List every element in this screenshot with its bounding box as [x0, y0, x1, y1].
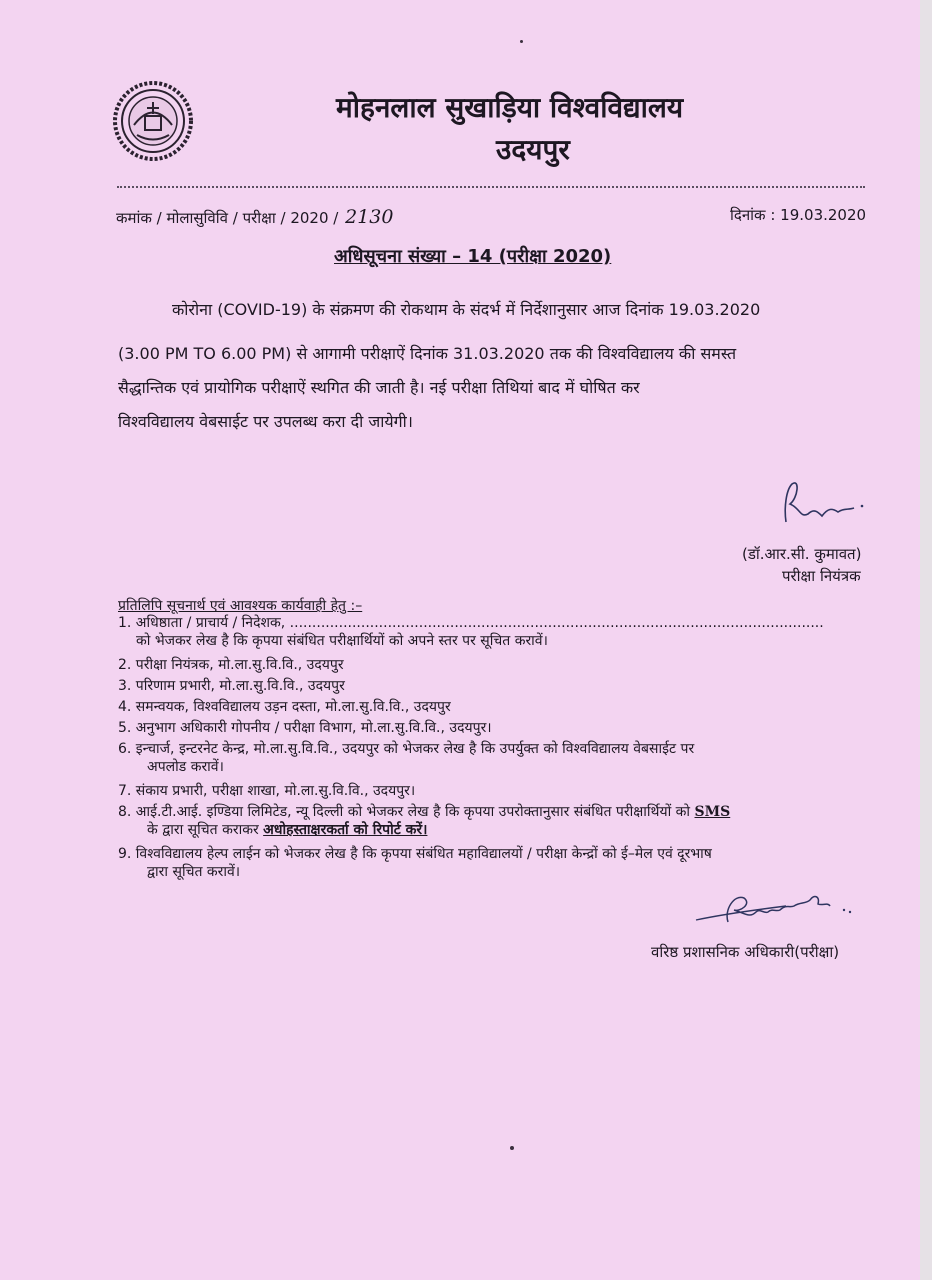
stray-mark: [510, 1146, 514, 1150]
copy-item-1-line1: 1. अधिष्ठाता / प्राचार्य / निदेशक, ........................................................................................................................: [118, 615, 824, 631]
university-seal-icon: [112, 80, 194, 162]
copy-item-8-line2-text: के द्वारा सूचित कराकर: [147, 822, 259, 838]
page-edge: [920, 0, 932, 1280]
copy-item-6-line2: अपलोड करावें।: [147, 759, 224, 775]
stray-mark: [520, 40, 523, 43]
reference-number-printed: कमांक / मोलासुविवि / परीक्षा / 2020 /: [116, 209, 339, 227]
copy-item-6: [118, 740, 694, 776]
reference-number: [116, 206, 393, 228]
body-line-4: विश्वविद्यालय वेबसाईट पर उपलब्ध करा दी जायेगी।: [118, 412, 413, 431]
university-city: उदयपुर: [496, 133, 570, 166]
admin-signature: [694, 884, 866, 934]
controller-signature: [778, 478, 868, 528]
copy-item-7: 7. संकाय प्रभारी, परीक्षा शाखा, मो.ला.सु.वि.वि., उदयपुर।: [118, 783, 416, 799]
report-emphasis: अधोहस्ताक्षरकर्ता को रिपोर्ट करें।: [263, 822, 428, 838]
copy-item-9-line2: द्वारा सूचित करावें।: [147, 864, 241, 880]
sms-emphasis: SMS: [694, 804, 731, 820]
copy-item-1-line2: को भेजकर लेख है कि कृपया संबंधित परीक्षार्थियों को अपने स्तर पर सूचित करावें।: [136, 633, 548, 649]
university-name: मोहनलाल सुखाड़िया विश्वविद्यालय: [336, 91, 684, 124]
copy-item-2: 2. परीक्षा नियंत्रक, मो.ला.सु.वि.वि., उदयपुर: [118, 657, 344, 673]
copy-item-8: [118, 803, 730, 839]
reference-number-handwritten: 2130: [345, 206, 394, 228]
copy-item-8-line2: [118, 821, 730, 839]
body-line-1: कोरोना (COVID-19) के संक्रमण की रोकथाम के संदर्भ में निर्देशानुसार आज दिनांक 19.03.2020: [172, 300, 761, 319]
copy-item-9-line1: 9. विश्वविद्यालय हेल्प लाईन को भेजकर लेख है कि कृपया संबंधित महाविद्यालयों / परीक्षा केन्द्रों को ई–मेल एवं दूरभाष: [118, 846, 712, 862]
copy-item-5: 5. अनुभाग अधिकारी गोपनीय / परीक्षा विभाग, मो.ला.सु.वि.वि., उदयपुर।: [118, 720, 492, 736]
signer-title: परीक्षा नियंत्रक: [782, 567, 861, 585]
notification-title: अधिसूचना संख्या – 14 (परीक्षा 2020): [334, 246, 612, 267]
copy-item-8-line1: 8. आई.टी.आई. इण्डिया लिमिटेड, न्यू दिल्ली को भेजकर लेख है कि कृपया उपरोक्तानुसार संबंधित परीक्षार्थियों को: [118, 804, 691, 820]
copy-item-1: [118, 614, 824, 650]
copy-item-3: 3. परिणाम प्रभारी, मो.ला.सु.वि.वि., उदयपुर: [118, 678, 345, 694]
copy-to-heading: प्रतिलिपि सूचनार्थ एवं आवश्यक कार्यवाही हेतु :–: [118, 598, 363, 614]
body-line-2: (3.00 PM TO 6.00 PM) से आगामी परीक्षाऐं दिनांक 31.03.2020 तक की विश्वविद्यालय की समस्त: [118, 344, 737, 363]
copy-item-6-line1: 6. इन्चार्ज, इन्टरनेट केन्द्र, मो.ला.सु.वि.वि., उदयपुर को भेजकर लेख है कि उपर्युक्त को विश्वविद्यालय वेबसाईट पर: [118, 741, 695, 757]
admin-signer-title: वरिष्ठ प्रशासनिक अधिकारी(परीक्षा): [651, 943, 840, 961]
copy-item-4: 4. समन्वयक, विश्वविद्यालय उड़न दस्ता, मो.ला.सु.वि.वि., उदयपुर: [118, 699, 451, 715]
header-divider: [117, 186, 865, 188]
body-line-3: सैद्धान्तिक एवं प्रायोगिक परीक्षाऐं स्थगित की जाती है। नई परीक्षा तिथियां बाद में घोषित कर: [118, 378, 640, 397]
notification-date: दिनांक : 19.03.2020: [730, 206, 867, 224]
copy-item-9: [118, 845, 712, 881]
signer-name: (डॉ.आर.सी. कुमावत): [742, 545, 862, 563]
